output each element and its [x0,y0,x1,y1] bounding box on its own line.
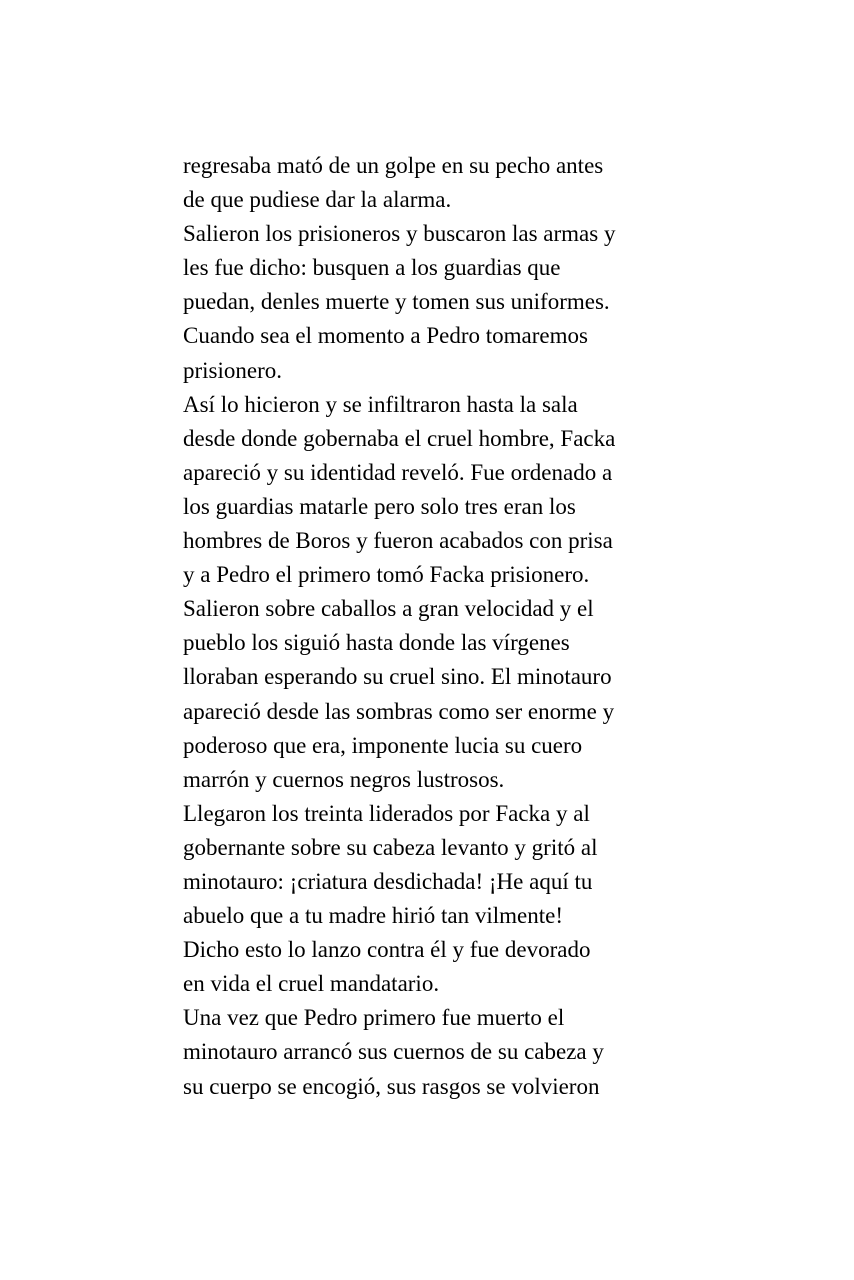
text-line: su cuerpo se encogió, sus rasgos se volvieron [183,1073,600,1099]
text-line: gobernante sobre su cabeza levanto y gritó al [183,834,598,860]
text-line: desde donde gobernaba el cruel hombre, Facka [183,425,616,451]
text-line: lloraban esperando su cruel sino. El minotauro [183,664,612,690]
text-line: Dicho esto lo lanzo contra él y fue devorado [183,937,591,963]
text-line: apareció y su identidad reveló. Fue ordenado a [183,459,613,485]
text-line: regresaba mató de un golpe en su pecho antes [183,153,604,178]
text-line: apareció desde las sombras como ser enorme y [183,698,615,724]
text-line: poderoso que era, imponente lucia su cuero [183,732,583,758]
text-line: Salieron sobre caballos a gran velocidad y el [183,596,594,622]
text-line: de que pudiese dar la alarma. [183,187,452,213]
text-line: y a Pedro el primero tomó Facka prisionero. [183,562,590,588]
text-line: Salieron los prisioneros y buscaron las armas y [183,221,616,247]
body-text [183,149,683,1104]
text-line: en vida el cruel mandatario. [183,971,440,997]
text-line: Llegaron los treinta liderados por Facka y al [183,800,590,826]
text-line: los guardias matarle pero solo tres eran los [183,493,576,519]
text-line: les fue dicho: busquen a los guardias que [183,255,561,281]
text-line: Así lo hicieron y se infiltraron hasta la sala [183,391,578,417]
text-line: Cuando sea el momento a Pedro tomaremos [183,323,588,349]
text-line: minotauro: ¡criatura desdichada! ¡He aquí tu [183,868,593,894]
text-line: marrón y cuernos negros lustrosos. [183,766,505,792]
text-line: Una vez que Pedro primero fue muerto el [183,1005,565,1031]
text-line: prisionero. [183,357,283,383]
text-line: abuelo que a tu madre hirió tan vilmente! [183,903,564,929]
text-line: pueblo los siguió hasta donde las vírgenes [183,630,570,656]
text-line: minotauro arrancó sus cuernos de su cabeza y [183,1039,604,1065]
text-line: puedan, denles muerte y tomen sus uniformes. [183,289,610,315]
text-line: hombres de Boros y fueron acabados con prisa [183,528,613,554]
